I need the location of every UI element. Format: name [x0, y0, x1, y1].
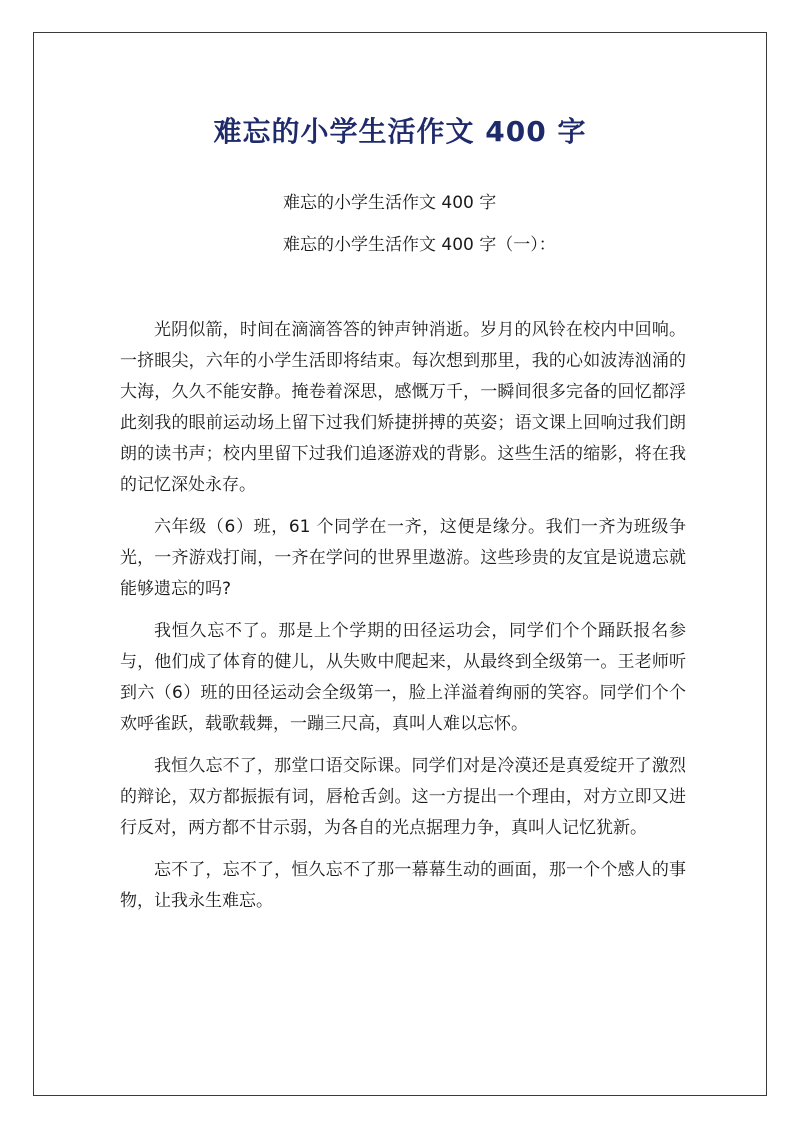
paragraph-4: 我恒久忘不了，那堂口语交际课。同学们对是冷漠还是真爱绽开了激烈的辩论，双方都振振有词，唇枪舌剑。这一方提出一个理由，对方立即又进行反对，两方都不甘示弱，为各自的光点据理力争，真叫人记忆犹新。 [120, 756, 686, 838]
essay-body [120, 315, 686, 928]
paragraph-2: 六年级（6）班，61 个同学在一齐，这便是缘分。我们一齐为班级争光，一齐游戏打闹，一齐在学问的世界里遨游。这些珍贵的友宜是说遗忘就能够遗忘的吗? [120, 517, 686, 599]
document-title: 难忘的小学生活作文 400 字 [213, 115, 587, 148]
section-heading: 难忘的小学生活作文 400 字（一）： [283, 235, 556, 255]
paragraph-1: 光阴似箭，时间在滴滴答答的钟声钟消逝。岁月的风铃在校内中回响。一挤眼尖，六年的小学生活即将结束。每次想到那里，我的心如波涛汹涌的大海，久久不能安静。掩卷着深思，感慨万千，一瞬间很多完备的回忆都浮此刻我的眼前运动场上留下过我们矫捷拼搏的英姿；语文课上回响过我们朗朗的读书声；校内里留下过我们追逐游戏的背影。这些生活的缩影，将在我的记忆深处永存。 [120, 320, 686, 495]
document-subtitle: 难忘的小学生活作文 400 字 [283, 193, 497, 213]
paragraph-5: 忘不了，忘不了，恒久忘不了那一幕幕生动的画面，那一个个感人的事物，让我永生难忘。 [120, 860, 686, 911]
paragraph-3: 我恒久忘不了。那是上个学期的田径运功会，同学们个个踊跃报名参与，他们成了体育的健儿，从失败中爬起来，从最终到全级第一。王老师听到六（6）班的田径运动会全级第一，脸上洋溢着绚丽的笑容。同学们个个欢呼雀跃，载歌载舞，一蹦三尺高，真叫人难以忘怀。 [120, 621, 686, 734]
